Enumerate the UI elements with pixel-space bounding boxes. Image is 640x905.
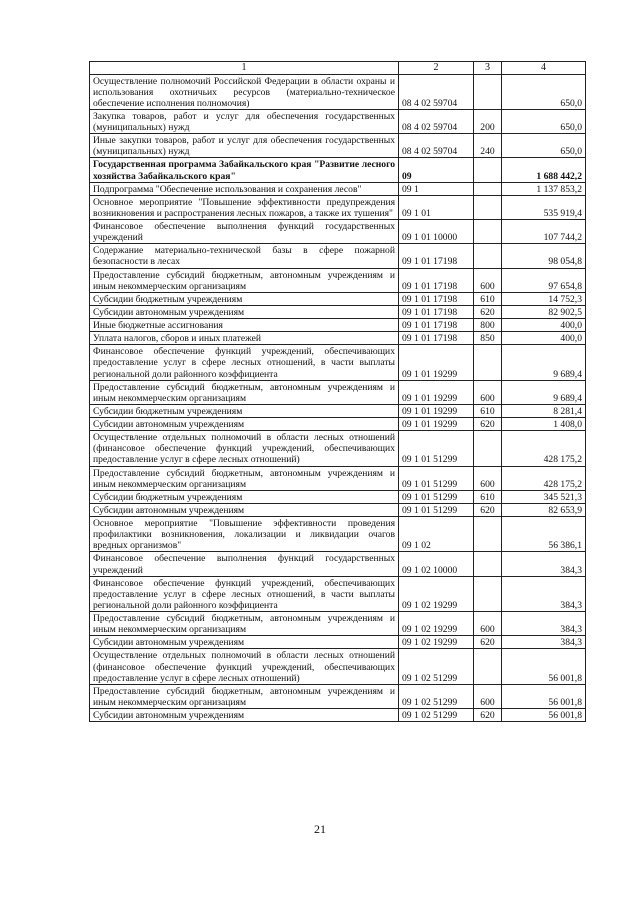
- table-row: [90, 503, 586, 516]
- column-header-3: 3: [474, 62, 502, 75]
- table-row: [90, 220, 586, 244]
- row-code: 09 1 01 19299: [399, 418, 474, 431]
- row-amount: 400,0: [502, 319, 586, 332]
- table-row: [90, 709, 586, 722]
- row-amount: 650,0: [502, 134, 586, 158]
- row-name: Предоставление субсидий бюджетным, автономным учреждениям и иным некоммерческим организациям: [90, 268, 399, 292]
- table-row: [90, 431, 586, 466]
- row-name: Предоставление субсидий бюджетным, автономным учреждениям и иным некоммерческим организациям: [90, 612, 399, 636]
- row-type: 600: [474, 380, 502, 404]
- row-name: Осуществление отдельных полномочий в области лесных отношений (финансовое обеспечение функций учреждений, обеспечивающих предоставление услуг в сфере лесных отношений): [90, 431, 399, 466]
- row-name: Основное мероприятие "Повышение эффективности проведения профилактики возникновения, локализации и ликвидации очагов вредных организмов": [90, 517, 399, 552]
- row-amount: 384,3: [502, 612, 586, 636]
- row-name: Финансовое обеспечение выполнения функций государственных учреждений: [90, 552, 399, 576]
- row-name: Закупка товаров, работ и услуг для обеспечения государственных (муниципальных) нужд: [90, 109, 399, 133]
- row-name: Финансовое обеспечение выполнения функций государственных учреждений: [90, 220, 399, 244]
- row-amount: 345 521,3: [502, 490, 586, 503]
- row-amount: 8 281,4: [502, 404, 586, 417]
- row-amount: 1 408,0: [502, 418, 586, 431]
- row-code: 09 1: [399, 182, 474, 195]
- row-amount: 535 919,4: [502, 195, 586, 219]
- row-code: 09 1 01 19299: [399, 380, 474, 404]
- row-name: Осуществление отдельных полномочий в области лесных отношений (финансовое обеспечение функций учреждений, обеспечивающих предоставление услуг в сфере лесных отношений): [90, 649, 399, 684]
- row-code: 09 1 02 51299: [399, 709, 474, 722]
- row-type: 620: [474, 503, 502, 516]
- row-type: 600: [474, 684, 502, 708]
- row-type: 240: [474, 134, 502, 158]
- table-row: [90, 109, 586, 133]
- table-row: [90, 332, 586, 345]
- table-row: [90, 517, 586, 552]
- row-amount: 56 386,1: [502, 517, 586, 552]
- row-name: Предоставление субсидий бюджетным, автономным учреждениям и иным некоммерческим организациям: [90, 466, 399, 490]
- table-row: [90, 319, 586, 332]
- row-name: Субсидии автономным учреждениям: [90, 503, 399, 516]
- table-row: [90, 649, 586, 684]
- row-name: Основное мероприятие "Повышение эффективности предупреждения возникновения и распространения лесных пожаров, а также их тушения": [90, 195, 399, 219]
- budget-table-body: [90, 62, 586, 722]
- row-type: 620: [474, 418, 502, 431]
- row-name: Уплата налогов, сборов и иных платежей: [90, 332, 399, 345]
- table-row: [90, 292, 586, 305]
- column-header-1: 1: [90, 62, 399, 75]
- table-row: [90, 552, 586, 576]
- table-row: [90, 182, 586, 195]
- budget-table: [89, 61, 586, 722]
- row-name: Содержание материально-технической базы в сфере пожарной безопасности в лесах: [90, 244, 399, 268]
- row-name: Предоставление субсидий бюджетным, автономным учреждениям и иным некоммерческим организациям: [90, 380, 399, 404]
- table-row: [90, 158, 586, 182]
- row-name: Государственная программа Забайкальского края "Развитие лесного хозяйства Забайкальского края": [90, 158, 399, 182]
- row-name: Субсидии бюджетным учреждениям: [90, 292, 399, 305]
- table-row: [90, 684, 586, 708]
- row-code: 09 1 01 17198: [399, 244, 474, 268]
- table-row: [90, 612, 586, 636]
- row-code: 09 1 01 51299: [399, 490, 474, 503]
- table-row: [90, 636, 586, 649]
- row-type: [474, 158, 502, 182]
- row-code: 09 1 01 17198: [399, 319, 474, 332]
- row-code: 09 1 01 19299: [399, 345, 474, 380]
- row-name: Субсидии автономным учреждениям: [90, 418, 399, 431]
- row-type: 800: [474, 319, 502, 332]
- table-row: [90, 576, 586, 611]
- row-code: 09 1 01 17198: [399, 292, 474, 305]
- table-header-row: [90, 62, 586, 75]
- row-code: 09 1 01 51299: [399, 466, 474, 490]
- table-row: [90, 404, 586, 417]
- row-amount: 1 137 853,2: [502, 182, 586, 195]
- row-type: 600: [474, 612, 502, 636]
- row-amount: 14 752,3: [502, 292, 586, 305]
- row-code: 09: [399, 158, 474, 182]
- row-amount: 1 688 442,2: [502, 158, 586, 182]
- row-name: Финансовое обеспечение функций учреждений, обеспечивающих предоставление услуг в сфере лесных отношений, в части выплаты региональной доли районного коэффициента: [90, 576, 399, 611]
- row-code: 09 1 01: [399, 195, 474, 219]
- row-amount: 56 001,8: [502, 709, 586, 722]
- row-name: Финансовое обеспечение функций учреждений, обеспечивающих предоставление услуг в сфере лесных отношений, в части выплаты региональной доли районного коэффициента: [90, 345, 399, 380]
- row-type: 850: [474, 332, 502, 345]
- row-amount: 98 054,8: [502, 244, 586, 268]
- row-name: Субсидии бюджетным учреждениям: [90, 490, 399, 503]
- row-amount: 107 744,2: [502, 220, 586, 244]
- row-type: [474, 244, 502, 268]
- row-code: 09 1 01 19299: [399, 404, 474, 417]
- row-name: Иные бюджетные ассигнования: [90, 319, 399, 332]
- row-type: 620: [474, 636, 502, 649]
- table-row: [90, 345, 586, 380]
- row-code: 09 1 01 17198: [399, 268, 474, 292]
- row-type: 600: [474, 268, 502, 292]
- row-code: 09 1 02 19299: [399, 636, 474, 649]
- row-amount: 650,0: [502, 74, 586, 109]
- row-amount: 428 175,2: [502, 431, 586, 466]
- row-code: 09 1 01 51299: [399, 503, 474, 516]
- row-type: [474, 517, 502, 552]
- row-amount: 384,3: [502, 552, 586, 576]
- page-number: 21: [314, 822, 326, 836]
- row-type: [474, 552, 502, 576]
- row-name: Субсидии автономным учреждениям: [90, 636, 399, 649]
- row-code: 09 1 01 51299: [399, 431, 474, 466]
- row-type: [474, 576, 502, 611]
- row-code: 09 1 01 17198: [399, 332, 474, 345]
- row-type: 200: [474, 109, 502, 133]
- column-header-4: 4: [502, 62, 586, 75]
- row-type: [474, 345, 502, 380]
- row-amount: 650,0: [502, 109, 586, 133]
- table-row: [90, 134, 586, 158]
- row-name: Предоставление субсидий бюджетным, автономным учреждениям и иным некоммерческим организациям: [90, 684, 399, 708]
- row-name: Субсидии бюджетным учреждениям: [90, 404, 399, 417]
- row-type: [474, 182, 502, 195]
- row-type: [474, 649, 502, 684]
- row-code: 08 4 02 59704: [399, 109, 474, 133]
- row-code: 09 1 02 19299: [399, 576, 474, 611]
- row-amount: 428 175,2: [502, 466, 586, 490]
- row-type: [474, 74, 502, 109]
- row-amount: 82 902,5: [502, 305, 586, 318]
- row-name: Субсидии автономным учреждениям: [90, 305, 399, 318]
- row-type: [474, 220, 502, 244]
- row-amount: 56 001,8: [502, 649, 586, 684]
- row-name: Иные закупки товаров, работ и услуг для обеспечения государственных (муниципальных) нужд: [90, 134, 399, 158]
- row-type: 610: [474, 490, 502, 503]
- table-row: [90, 418, 586, 431]
- row-name: Субсидии автономным учреждениям: [90, 709, 399, 722]
- table-row: [90, 195, 586, 219]
- table-row: [90, 380, 586, 404]
- column-header-2: 2: [399, 62, 474, 75]
- row-code: 08 4 02 59704: [399, 74, 474, 109]
- row-amount: 384,3: [502, 576, 586, 611]
- row-amount: 9 689,4: [502, 345, 586, 380]
- row-type: 620: [474, 305, 502, 318]
- row-name: Осуществление полномочий Российской Федерации в области охраны и использования охотничьих ресурсов (материально-техническое обеспечение исполнения полномочия): [90, 74, 399, 109]
- row-type: 600: [474, 466, 502, 490]
- row-amount: 97 654,8: [502, 268, 586, 292]
- row-type: 610: [474, 404, 502, 417]
- row-amount: 400,0: [502, 332, 586, 345]
- row-amount: 56 001,8: [502, 684, 586, 708]
- table-row: [90, 490, 586, 503]
- row-type: 610: [474, 292, 502, 305]
- row-type: [474, 195, 502, 219]
- row-code: 09 1 02 51299: [399, 684, 474, 708]
- row-code: 09 1 02 51299: [399, 649, 474, 684]
- row-code: 09 1 01 17198: [399, 305, 474, 318]
- row-code: 09 1 02 19299: [399, 612, 474, 636]
- row-code: 09 1 02 10000: [399, 552, 474, 576]
- row-type: 620: [474, 709, 502, 722]
- row-amount: 9 689,4: [502, 380, 586, 404]
- table-row: [90, 466, 586, 490]
- table-row: [90, 268, 586, 292]
- row-amount: 82 653,9: [502, 503, 586, 516]
- table-row: [90, 74, 586, 109]
- table-row: [90, 305, 586, 318]
- row-code: 08 4 02 59704: [399, 134, 474, 158]
- table-row: [90, 244, 586, 268]
- row-name: Подпрограмма "Обеспечение использования и сохранения лесов": [90, 182, 399, 195]
- row-code: 09 1 01 10000: [399, 220, 474, 244]
- row-amount: 384,3: [502, 636, 586, 649]
- row-code: 09 1 02: [399, 517, 474, 552]
- row-type: [474, 431, 502, 466]
